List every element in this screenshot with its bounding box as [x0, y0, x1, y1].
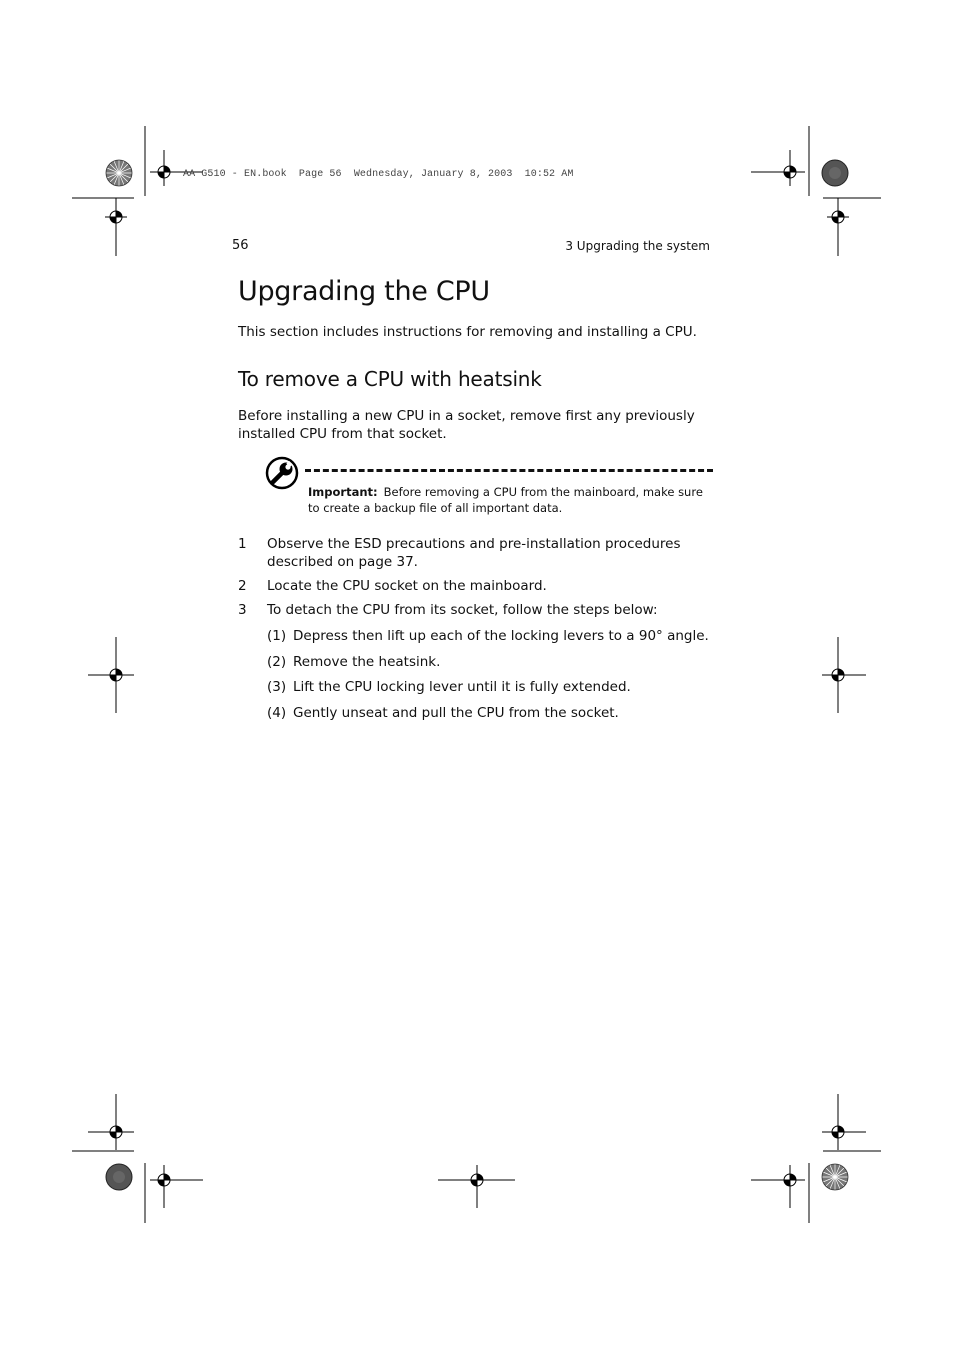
sub-list-item	[267, 627, 717, 645]
intro-paragraph: This section includes instructions for removing and installing a CPU.	[238, 324, 697, 340]
substep-text: Depress then lift up each of the locking levers to a 90° angle.	[293, 628, 709, 644]
list-item	[238, 535, 708, 571]
substep-text: Gently unseat and pull the CPU from the socket.	[293, 705, 619, 721]
note-body: Before removing a CPU from the mainboard, make sure to create a backup file of all important data.	[308, 485, 703, 515]
body-paragraph: Before installing a new CPU in a socket, remove first any previously installed CPU from that socket.	[238, 408, 695, 442]
step-text: To detach the CPU from its socket, follow the steps below:	[267, 602, 658, 618]
substep-text: Remove the heatsink.	[293, 654, 441, 670]
step-text: Locate the CPU socket on the mainboard.	[267, 578, 547, 594]
sub-list-item	[267, 704, 717, 722]
page-number: 56	[232, 238, 249, 253]
note-label: Important:	[308, 485, 378, 499]
step-number: 1	[238, 536, 247, 552]
page-title: Upgrading the CPU	[238, 276, 490, 307]
substep-text: Lift the CPU locking lever until it is fully extended.	[293, 679, 631, 695]
section-heading: To remove a CPU with heatsink	[238, 367, 542, 391]
step-number: 2	[238, 578, 247, 594]
step-number: 3	[238, 602, 247, 618]
substep-number: (3)	[267, 679, 287, 695]
sub-list-item	[267, 678, 717, 696]
running-head: 3 Upgrading the system	[565, 239, 710, 253]
important-wrench-icon	[265, 456, 299, 490]
substep-number: (4)	[267, 705, 287, 721]
substep-number: (2)	[267, 654, 287, 670]
step-text: Observe the ESD precautions and pre-installation procedures described on page 37.	[267, 536, 681, 570]
list-item	[238, 601, 708, 619]
important-note	[308, 484, 708, 516]
note-divider	[305, 469, 713, 472]
print-slug: AA G510 - EN.book Page 56 Wednesday, January 8, 2003 10:52 AM	[183, 169, 574, 180]
sub-list-item	[267, 653, 717, 671]
list-item	[238, 577, 708, 595]
substep-number: (1)	[267, 628, 287, 644]
